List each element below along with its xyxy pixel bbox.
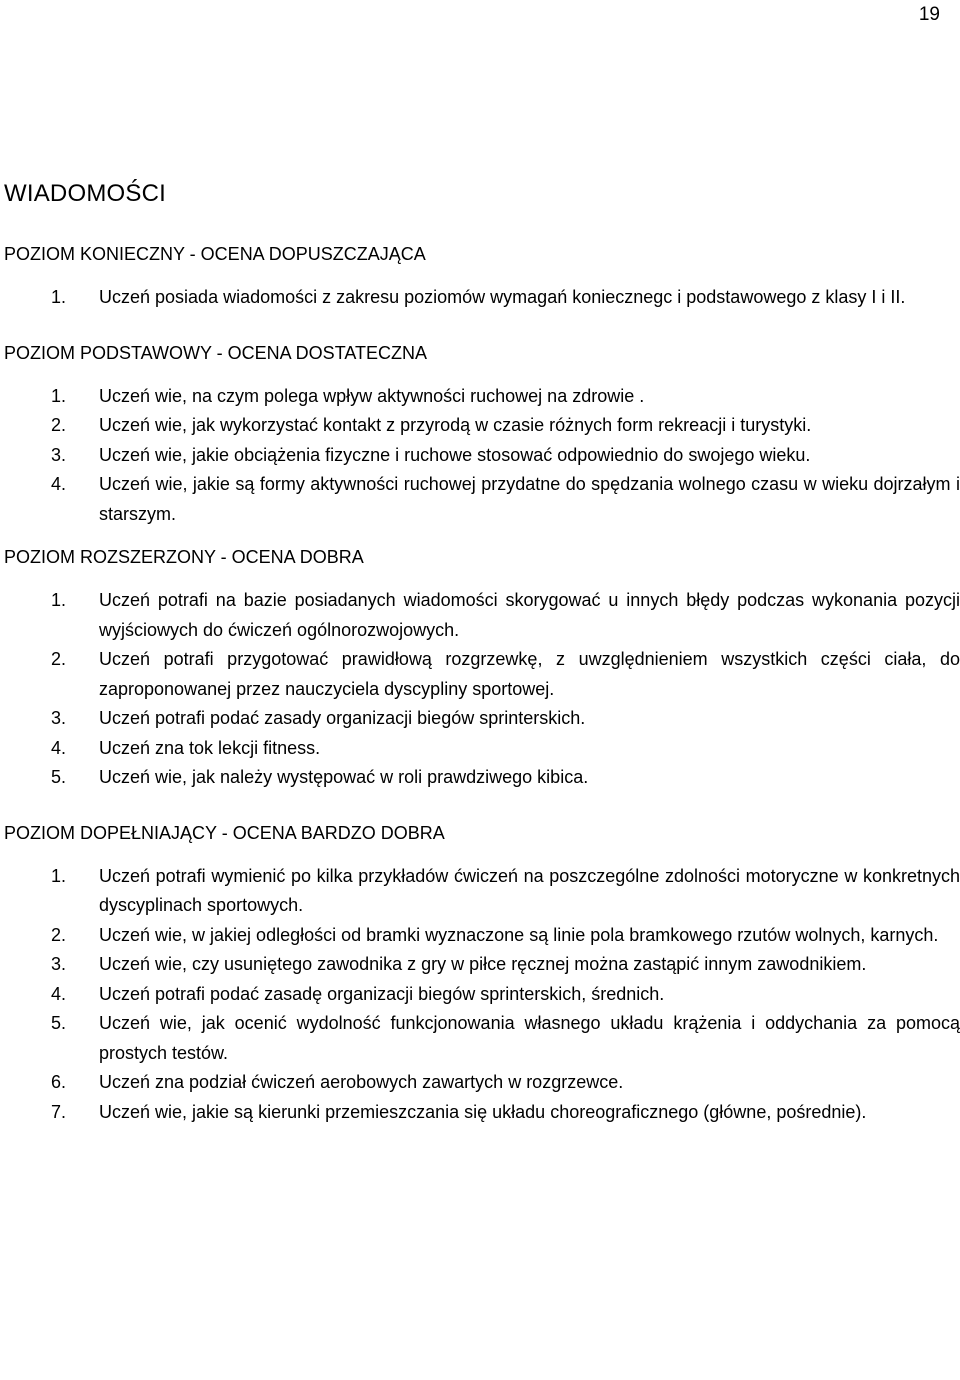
list-item bbox=[4, 950, 960, 980]
list-item-number: 5. bbox=[51, 1013, 67, 1033]
list-item-text: Uczeń wie, jak ocenić wydolność funkcjonowania własnego układu krążenia i oddychania za pomocą prostych testów. bbox=[99, 1013, 960, 1063]
list-item bbox=[4, 1068, 960, 1098]
list-item-number: 3. bbox=[51, 954, 67, 974]
list-item-number: 1. bbox=[51, 590, 67, 610]
list-item-number: 6. bbox=[51, 1072, 67, 1092]
document-body bbox=[4, 176, 960, 1127]
section-heading: POZIOM PODSTAWOWY - OCENA DOSTATECZNA bbox=[4, 342, 428, 363]
list-item-text: Uczeń zna podział ćwiczeń aerobowych zawartych w rozgrzewce. bbox=[99, 1072, 624, 1092]
list-item-text: Uczeń wie, czy usuniętego zawodnika z gry w piłce ręcznej można zastąpić innym zawodnikiem. bbox=[99, 954, 867, 974]
list-item-text: Uczeń wie, jakie obciążenia fizyczne i ruchowe stosować odpowiednio do swojego wieku. bbox=[99, 444, 811, 465]
list-item bbox=[4, 921, 960, 951]
sections-container bbox=[4, 240, 960, 1127]
page-number: 19 bbox=[918, 4, 940, 25]
requirements-list bbox=[4, 586, 960, 793]
list-item-number: 3. bbox=[51, 708, 67, 728]
list-item-text: Uczeń wie, jakie są kierunki przemieszczania się układu choreograficznego (główne, pośrednie). bbox=[99, 1101, 867, 1122]
list-item bbox=[4, 411, 960, 441]
section-heading: POZIOM ROZSZERZONY - OCENA DOBRA bbox=[4, 547, 364, 567]
list-item-number: 2. bbox=[51, 924, 67, 945]
list-item bbox=[4, 586, 960, 645]
requirements-list bbox=[4, 862, 960, 1128]
list-item-text: Uczeń potrafi na bazie posiadanych wiadomości skorygować u innych błędy podczas wykonania pozycji wyjściowych do ćwiczeń ogólnorozwojowych. bbox=[99, 590, 960, 640]
list-item bbox=[4, 862, 960, 921]
list-item-text: Uczeń potrafi podać zasady organizacji biegów sprinterskich. bbox=[99, 708, 586, 728]
list-item-text: Uczeń zna tok lekcji fitness. bbox=[99, 737, 321, 758]
list-item-number: 4. bbox=[51, 983, 67, 1004]
list-item-text: Uczeń wie, na czym polega wpływ aktywności ruchowej na zdrowie . bbox=[99, 385, 645, 406]
list-item-number: 1. bbox=[51, 865, 67, 886]
list-item-text: Uczeń wie, w jakiej odległości od bramki wyznaczone są linie pola bramkowego rzutów wolnych, karnych. bbox=[99, 924, 939, 945]
list-item-number: 7. bbox=[51, 1101, 67, 1122]
list-item-number: 1. bbox=[51, 385, 67, 406]
list-item bbox=[4, 980, 960, 1010]
list-item bbox=[4, 763, 960, 793]
list-item-text: Uczeń wie, jak należy występować w roli prawdziwego kibica. bbox=[99, 767, 589, 787]
list-item-number: 3. bbox=[51, 444, 67, 465]
list-item bbox=[4, 734, 960, 764]
list-item-text: Uczeń posiada wiadomości z zakresu poziomów wymagań koniecznegc i podstawowego z klasy I i II. bbox=[99, 287, 906, 307]
list-item-text: Uczeń wie, jakie są formy aktywności ruchowej przydatne do spędzania wolnego czasu w wieku dojrzałym i starszym. bbox=[99, 474, 960, 524]
list-item bbox=[4, 645, 960, 704]
section bbox=[4, 819, 960, 1128]
list-item bbox=[4, 283, 960, 313]
section-heading: POZIOM DOPEŁNIAJĄCY - OCENA BARDZO DOBRA bbox=[4, 822, 445, 843]
requirements-list bbox=[4, 283, 960, 313]
list-item-text: Uczeń potrafi podać zasadę organizacji biegów sprinterskich, średnich. bbox=[99, 983, 665, 1004]
page-title: WIADOMOŚCI bbox=[4, 180, 166, 207]
section bbox=[4, 240, 960, 313]
section bbox=[4, 339, 960, 530]
list-item-text: Uczeń potrafi wymienić po kilka przykładów ćwiczeń na poszczególne zdolności motoryczne w konkretnych dyscyplinach sportowych. bbox=[99, 865, 960, 915]
list-item bbox=[4, 1098, 960, 1128]
list-item-number: 4. bbox=[51, 737, 67, 758]
requirements-list bbox=[4, 382, 960, 530]
list-item bbox=[4, 1009, 960, 1068]
list-item-number: 4. bbox=[51, 474, 67, 494]
list-item-number: 2. bbox=[51, 415, 67, 435]
section bbox=[4, 543, 960, 793]
list-item bbox=[4, 470, 960, 529]
list-item bbox=[4, 704, 960, 734]
section-heading: POZIOM KONIECZNY - OCENA DOPUSZCZAJĄCA bbox=[4, 244, 426, 264]
list-item-text: Uczeń potrafi przygotować prawidłową rozgrzewkę, z uwzględnieniem wszystkich części ciała, do zaproponowanej przez nauczyciela dyscypliny sportowej. bbox=[99, 649, 960, 699]
list-item-text: Uczeń wie, jak wykorzystać kontakt z przyrodą w czasie różnych form rekreacji i turystyki. bbox=[99, 415, 812, 435]
list-item bbox=[4, 382, 960, 412]
list-item-number: 5. bbox=[51, 767, 67, 787]
list-item-number: 2. bbox=[51, 649, 67, 669]
list-item bbox=[4, 441, 960, 471]
list-item-number: 1. bbox=[51, 287, 67, 307]
